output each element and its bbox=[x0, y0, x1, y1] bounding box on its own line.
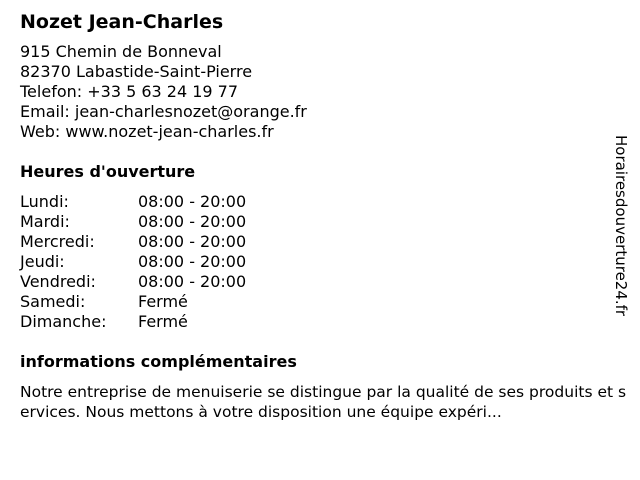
hours-row-tuesday bbox=[20, 212, 632, 232]
hours-row-saturday bbox=[20, 292, 632, 312]
hours-row-sunday bbox=[20, 312, 632, 332]
hours-row-friday bbox=[20, 272, 632, 292]
hours-row-thursday bbox=[20, 252, 632, 272]
hours-time: 08:00 - 20:00 bbox=[138, 272, 247, 291]
email-line: Email: jean-charlesnozet@orange.fr bbox=[20, 102, 307, 121]
business-card bbox=[20, 10, 632, 422]
hours-row-wednesday bbox=[20, 232, 632, 252]
site-watermark: Horairesdouverture24.fr bbox=[612, 135, 630, 317]
opening-hours-list bbox=[20, 192, 632, 332]
hours-time: Fermé bbox=[138, 312, 188, 331]
business-name: Nozet Jean-Charles bbox=[20, 11, 224, 33]
hours-day: Dimanche: bbox=[20, 312, 107, 331]
hours-day: Mercredi: bbox=[20, 232, 95, 251]
hours-time: Fermé bbox=[138, 292, 188, 311]
additional-info-heading: informations complémentaires bbox=[20, 352, 297, 371]
hours-day: Lundi: bbox=[20, 192, 69, 211]
hours-time: 08:00 - 20:00 bbox=[138, 212, 247, 231]
hours-day: Vendredi: bbox=[20, 272, 96, 291]
hours-row-monday bbox=[20, 192, 632, 212]
hours-day: Jeudi: bbox=[20, 252, 65, 271]
hours-time: 08:00 - 20:00 bbox=[138, 232, 247, 251]
hours-day: Samedi: bbox=[20, 292, 86, 311]
web-line: Web: www.nozet-jean-charles.fr bbox=[20, 122, 274, 141]
hours-time: 08:00 - 20:00 bbox=[138, 252, 247, 271]
hours-time: 08:00 - 20:00 bbox=[138, 192, 247, 211]
phone-line: Telefon: +33 5 63 24 19 77 bbox=[20, 82, 239, 101]
additional-info-text: Notre entreprise de menuiserie se distingue par la qualité de ses produits et services. Nous mettons à votre disposition une équipe expéri... bbox=[20, 383, 627, 421]
city-address: 82370 Labastide-Saint-Pierre bbox=[20, 62, 253, 81]
opening-hours-heading: Heures d'ouverture bbox=[20, 162, 196, 181]
hours-day: Mardi: bbox=[20, 212, 70, 231]
street-address: 915 Chemin de Bonneval bbox=[20, 42, 222, 61]
